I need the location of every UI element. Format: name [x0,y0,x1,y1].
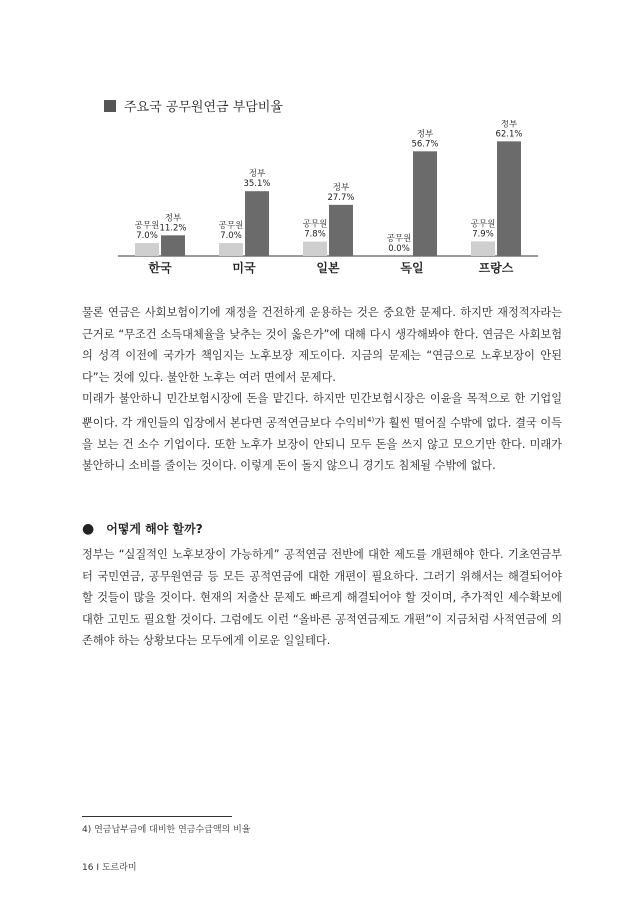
bar-government [329,205,353,256]
category-label: 독일 [400,261,424,275]
bar-government [161,235,185,256]
bar-series-label: 공무원 [386,234,412,244]
bar-series-label: 공무원 [302,219,328,230]
bar-official [219,243,243,256]
bar-series-label: 정부 [500,120,518,130]
bar-chart [118,120,538,280]
category-label: 프랑스 [478,261,514,275]
bar-series-label: 정부 [332,182,350,193]
footnote-ref: 4) [367,415,375,424]
bar-value-label: 56.7% [411,139,439,150]
paragraph-2-text-a: 미래가 불안하니 민간보험시장에 돈을 맡긴다. 하지만 민간보험시장은 이윤을 목적으로 한 기업일 뿐이다. 각 개인들의 입장에서 본다면 공적연금보다 수익비 [82,392,562,430]
footnote-divider [82,816,232,817]
bar-value-label: 0.0% [388,244,410,254]
category-label: 일본 [316,261,340,275]
section-paragraph: 정부는 “실질적인 노후보장이 가능하게” 공적연금 전반에 대한 제도를 개편해야 한다. 기초연금부터 국민연금, 공무원연금 등 모든 공적연금에 대한 개편이 필요하다. 그러기 위해서는 해결되어야 할 것들이 많을 것이다. 현재의 저출산 문제도 빠르게 해결되어야 할 것이며, 추가적인 세수확보에 대한 고민도 필요할 것이다. 그럼에도 이런 “올바른 공적연금제도 개편”이 지금처럼 사적연금에 의존해야 하는 상황보다는 모두에게 이로운 일일테다. [82,548,562,647]
bar-government [413,151,437,256]
paragraph-1: 물론 연금은 사회보험이기에 재정을 건전하게 운용하는 것은 중요한 문제다. 하지만 재정적자라는 근거로 “무조건 소득대체율을 낮추는 것이 옳은가”에 대해 다시 생각해봐야 한다. 연금은 사회보험의 성격 이전에 국가가 책임지는 노후보장 제도이다. 지금의 문제는 “연금으로 노후보장이 안된다”는 것에 있다. 불안한 노후는 여러 면에서 문제다. [82,306,562,384]
bar-series-label: 공무원 [470,219,496,230]
page-footer: 16 I 도르라미 [82,863,137,873]
bar-series-label: 정부 [164,213,182,224]
paragraph-2-text-b: 가 훨씬 떨어질 수밖에 없다. 결국 이득을 보는 건 소수 기업이다. 또한 노후가 보장이 안되니 모두 돈을 쓰지 않고 모으기만 한다. 미래가 불안하니 소비를 줄이는 것이다. 이렇게 돈이 돌지 않으니 경기도 침체될 수밖에 없다. [82,416,562,473]
bar-government [245,191,269,256]
paragraph-2 [82,388,562,477]
bar-value-label: 27.7% [327,192,355,203]
bar-series-label: 정부 [248,169,266,180]
chart-title: 주요국 공무원연금 부담비율 [124,100,283,115]
bar-series-label: 공무원 [134,221,160,232]
bar-series-label: 공무원 [218,221,244,232]
category-label: 미국 [232,261,256,275]
bar-government [497,141,521,256]
section-heading-text: 어떻게 해야 할까? [106,522,203,536]
section-heading [82,520,203,537]
bar-value-label: 11.2% [159,223,187,234]
bar-value-label: 7.9% [472,229,494,240]
bar-value-label: 7.0% [136,231,158,242]
bar-value-label: 35.1% [243,179,271,190]
footnote: 4) 연금납부금에 대비한 연금수급액의 비율 [82,825,251,835]
bar-value-label: 62.1% [495,129,523,140]
square-bullet-icon [104,100,116,112]
bar-value-label: 7.0% [220,231,242,242]
bar-value-label: 7.8% [304,229,326,240]
bar-official [303,242,327,256]
bullet-icon: ● [82,520,95,537]
bar-series-label: 정부 [416,129,434,140]
bar-official [135,243,159,256]
bar-official [471,241,495,256]
chart-title-block [104,96,283,115]
category-label: 한국 [148,261,172,275]
